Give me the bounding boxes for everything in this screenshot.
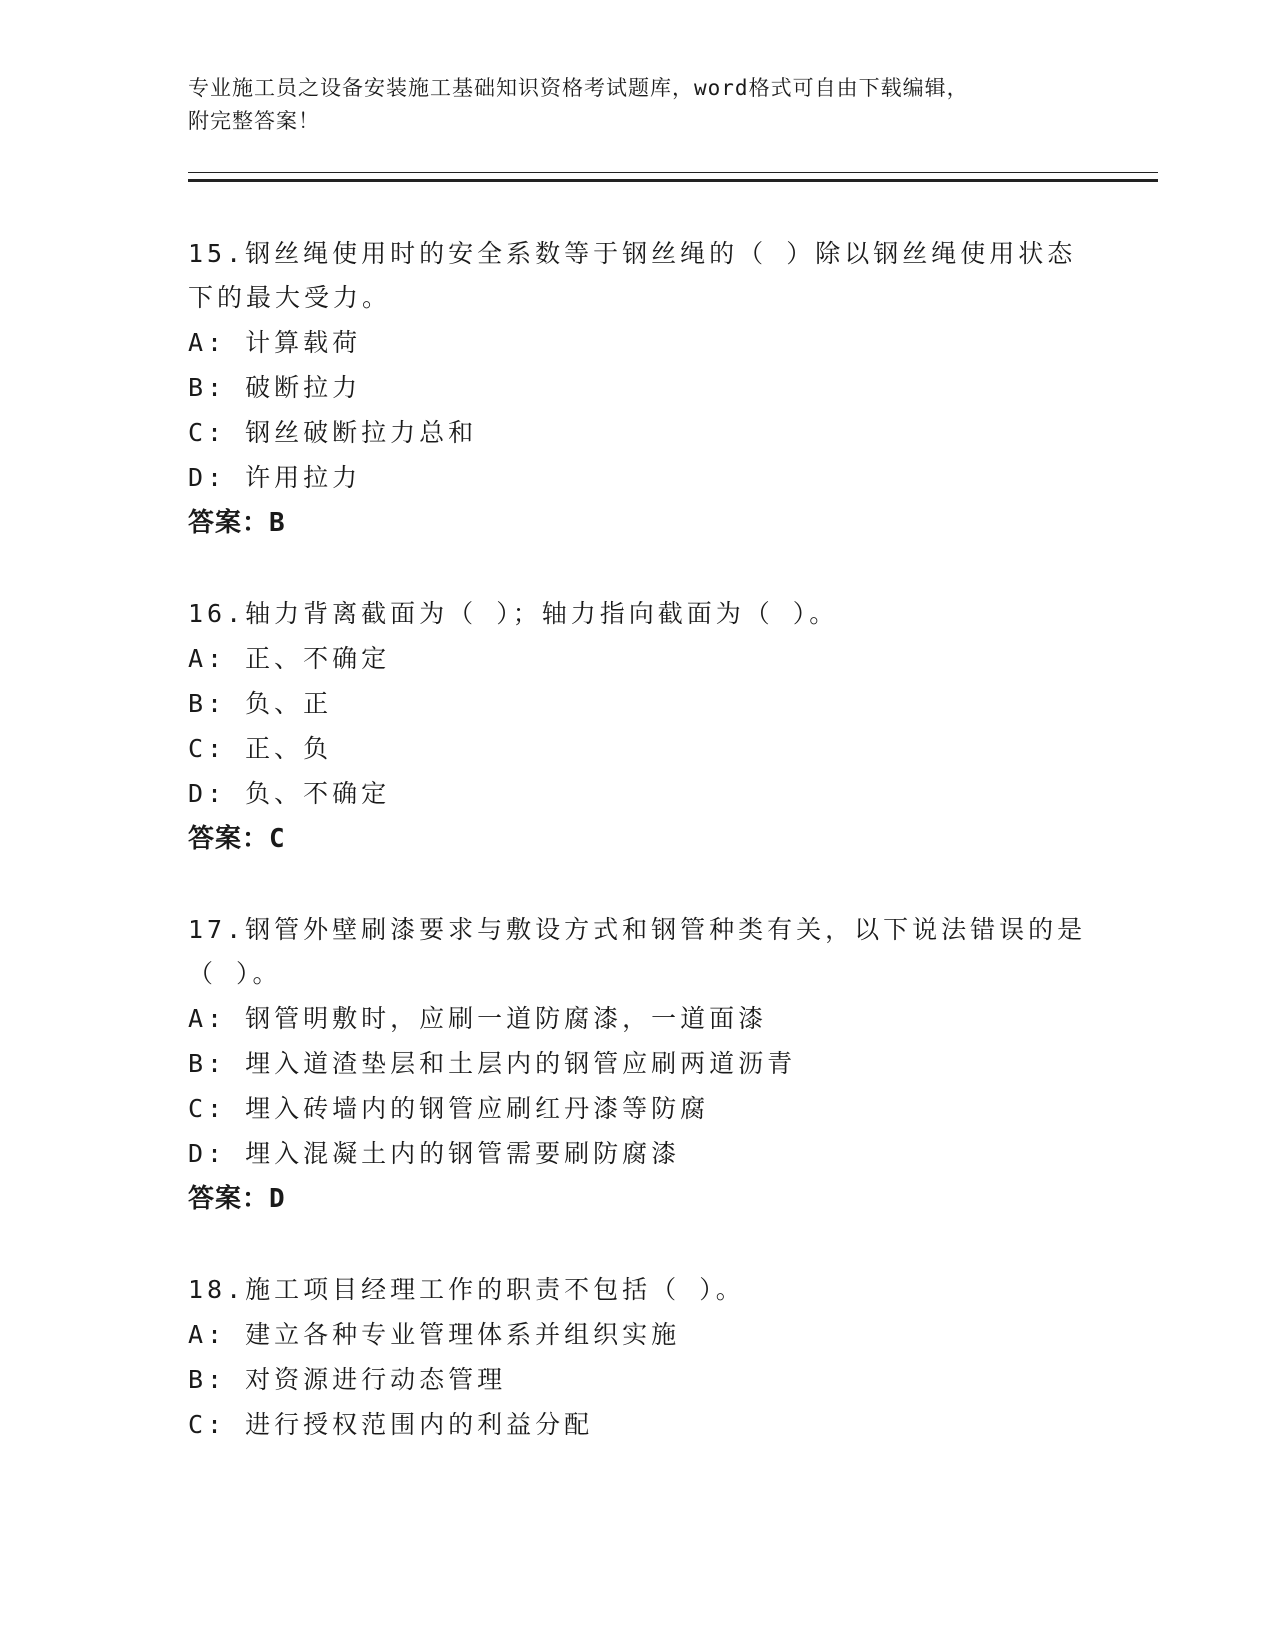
option-c: C: 正、负 [188, 734, 333, 763]
option-a: A: 钢管明敷时，应刷一道防腐漆，一道面漆 [188, 1004, 768, 1033]
option-d: D: 埋入混凝土内的钢管需要刷防腐漆 [188, 1139, 681, 1168]
option-b: B: 负、正 [188, 689, 333, 718]
question-stem: 18.施工项目经理工作的职责不包括（ ）。 [188, 1275, 745, 1304]
option-a: A: 正、不确定 [188, 644, 391, 673]
option-b: B: 埋入道渣垫层和土层内的钢管应刷两道沥青 [188, 1049, 797, 1078]
document-page [188, 72, 1148, 1447]
option-c: C: 埋入砖墙内的钢管应刷红丹漆等防腐 [188, 1094, 710, 1123]
question-16 [188, 592, 1148, 862]
option-a: A: 计算载荷 [188, 328, 362, 357]
option-b: B: 破断拉力 [188, 373, 362, 402]
option-d: D: 许用拉力 [188, 463, 362, 492]
question-stem: 15.钢丝绳使用时的安全系数等于钢丝绳的（ ）除以钢丝绳使用状态 下的最大受力。 [188, 239, 1077, 312]
option-c: C: 进行授权范围内的利益分配 [188, 1410, 594, 1439]
question-18 [188, 1268, 1148, 1447]
question-17 [188, 908, 1148, 1222]
option-c: C: 钢丝破断拉力总和 [188, 418, 478, 447]
answer-label: 答案：D [188, 1184, 286, 1214]
option-d: D: 负、不确定 [188, 779, 391, 808]
header-divider [188, 172, 1158, 182]
question-15 [188, 232, 1148, 546]
answer-label: 答案：B [188, 508, 286, 538]
question-stem: 17.钢管外壁刷漆要求与敷设方式和钢管种类有关，以下说法错误的是 （ ）。 [188, 915, 1087, 988]
option-a: A: 建立各种专业管理体系并组织实施 [188, 1320, 681, 1349]
option-b: B: 对资源进行动态管理 [188, 1365, 507, 1394]
document-header: 专业施工员之设备安装施工基础知识资格考试题库，word格式可自由下载编辑， 附完整答案！ [188, 76, 969, 133]
question-stem: 16.轴力背离截面为（ ）；轴力指向截面为（ ）。 [188, 599, 839, 628]
answer-label: 答案：C [188, 824, 286, 854]
